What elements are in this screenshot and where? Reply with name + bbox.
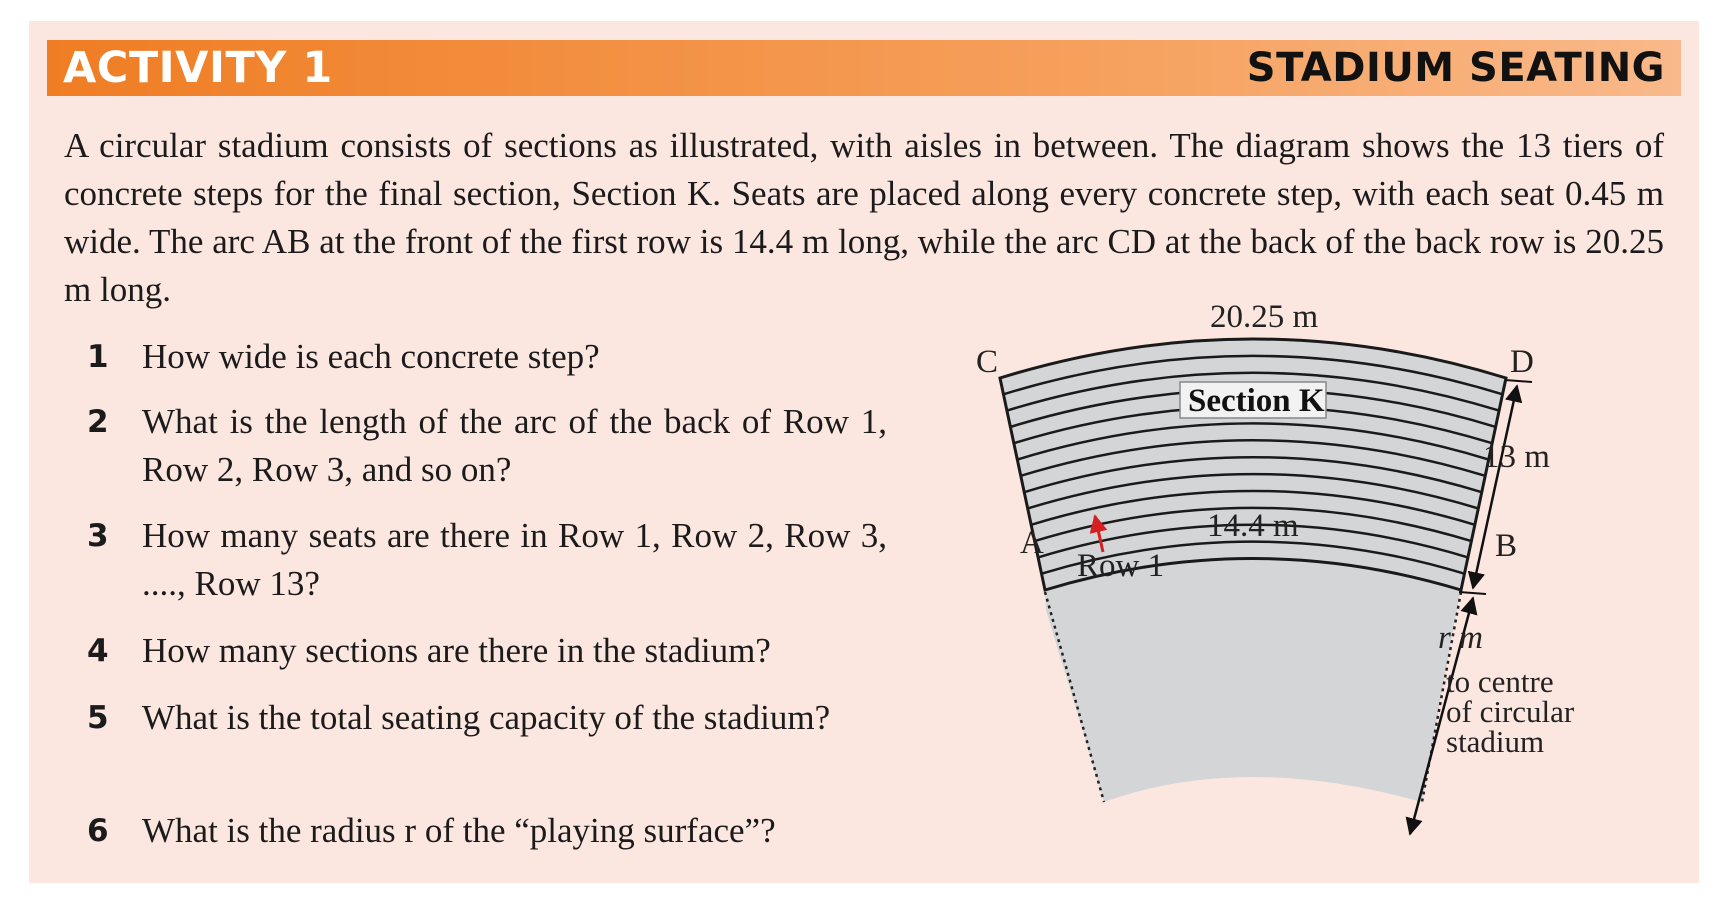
point-a-label: A <box>1020 525 1044 561</box>
depth-tick-bottom <box>1459 592 1486 594</box>
question-number: 2 <box>87 404 109 440</box>
activity-banner <box>47 40 1681 96</box>
question-item <box>87 398 887 494</box>
question-item <box>87 333 887 381</box>
activity-title: STADIUM SEATING <box>1246 45 1665 91</box>
radius-note-line-1: to centre <box>1446 664 1554 699</box>
front-arc-label: 14.4 m <box>1207 508 1299 544</box>
question-number: 5 <box>87 700 109 736</box>
inner-region-fill <box>1046 561 1460 803</box>
radius-label: r m <box>1438 620 1483 656</box>
row-1-label: Row 1 <box>1077 548 1165 584</box>
question-number: 3 <box>87 518 109 554</box>
point-b-label: B <box>1495 528 1518 564</box>
question-item <box>87 512 887 608</box>
question-number: 1 <box>87 339 109 375</box>
back-arc-label: 20.25 m <box>1210 299 1319 335</box>
question-item <box>87 694 887 742</box>
section-k-label: Section K <box>1188 383 1325 419</box>
section-k-seating <box>1000 339 1506 590</box>
point-c-label: C <box>976 344 999 380</box>
intro-paragraph: A circular stadium consists of sections as illustrated, with aisles in between. The diagram shows the 13 tiers of concrete steps for the final section, Section K. Seats are placed along every concrete step, with each seat 0.45 m wide. The arc AB at the front of the first row is 14.4 m long, while the arc CD at the back of the back row is 20.25 m long. <box>64 126 1664 309</box>
question-text: How wide is each concrete step? <box>142 337 600 376</box>
activity-number: ACTIVITY 1 <box>63 43 333 93</box>
question-item <box>87 627 887 675</box>
question-text: How many seats are there in Row 1, Row 2, Row 3, ...., Row 13? <box>142 516 887 603</box>
question-number: 6 <box>87 813 109 849</box>
question-text: What is the total seating capacity of the stadium? <box>142 698 831 737</box>
question-text: What is the length of the arc of the back of Row 1, Row 2, Row 3, and so on? <box>142 402 887 489</box>
depth-tick-top <box>1505 380 1532 382</box>
question-number: 4 <box>87 633 109 669</box>
point-d-label: D <box>1510 344 1534 380</box>
question-item <box>87 807 887 855</box>
depth-label: 13 m <box>1483 439 1550 475</box>
question-text: How many sections are there in the stadium? <box>142 631 771 670</box>
stadium-section-diagram <box>960 299 1680 850</box>
radius-note-line-2: of circular <box>1446 694 1575 729</box>
question-text: What is the radius r of the “playing surface”? <box>142 811 776 850</box>
radius-note-line-3: stadium <box>1446 724 1545 759</box>
